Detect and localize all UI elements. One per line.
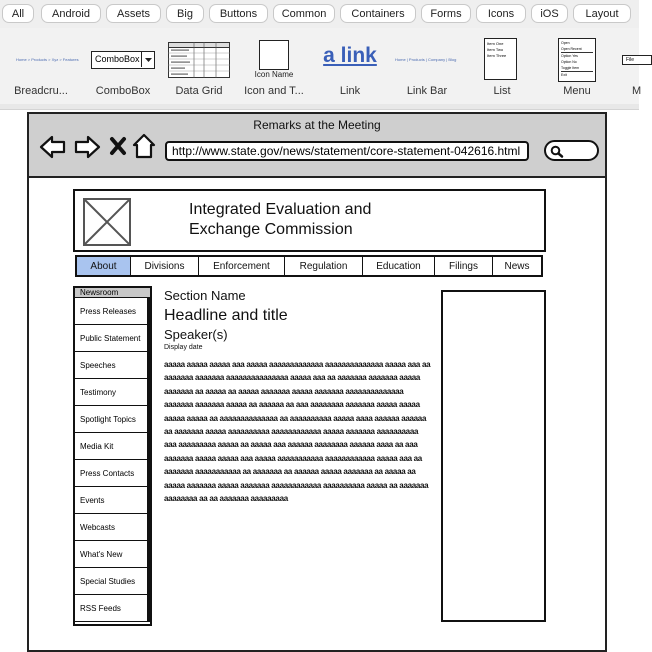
- nav-tab-about[interactable]: About: [77, 257, 131, 275]
- breadcrumb-preview: Home > Products > Xyz > Features: [16, 57, 79, 62]
- tab-containers[interactable]: Containers: [340, 4, 416, 23]
- menubar-preview: File: [622, 55, 652, 65]
- data-grid-preview: [168, 42, 230, 78]
- sidebar-item-rss-feeds[interactable]: RSS Feeds: [75, 595, 150, 622]
- section-name: Section Name: [164, 288, 246, 303]
- org-title-line-1: Integrated Evaluation and: [189, 201, 372, 218]
- right-sidebar-panel: [441, 290, 546, 622]
- sidebar-item-press-releases[interactable]: Press Releases: [75, 298, 150, 325]
- category-tabs-bar: [0, 0, 639, 28]
- icon-name-preview: Icon Name: [254, 70, 294, 79]
- newsroom-sidebar: [73, 286, 152, 626]
- menu-preview-item: Option No: [561, 60, 577, 64]
- palette-label: Link: [339, 85, 361, 97]
- sidebar-item-events[interactable]: Events: [75, 487, 150, 514]
- palette-item-link[interactable]: [314, 28, 386, 104]
- palette-label: Data Grid: [175, 85, 223, 97]
- palette-label: Link Bar: [406, 85, 448, 97]
- nav-tab-filings[interactable]: Filings: [435, 257, 493, 275]
- stop-icon[interactable]: [109, 136, 127, 156]
- sidebar-item-press-contacts[interactable]: Press Contacts: [75, 460, 150, 487]
- speaker: Speaker(s): [164, 327, 228, 342]
- tab-buttons[interactable]: Buttons: [209, 4, 268, 23]
- menu-preview-item: Option Yes: [561, 54, 578, 58]
- menu-preview-item: Toggle Item: [561, 65, 593, 72]
- menu-preview-item: Exit: [561, 73, 567, 77]
- sidebar-item-speeches[interactable]: Speeches: [75, 352, 150, 379]
- palette-label: M: [632, 85, 642, 97]
- palette-item-list[interactable]: [468, 28, 536, 104]
- palette-label: ComboBox: [95, 85, 151, 97]
- palette-label: List: [493, 85, 511, 97]
- forward-arrow-icon[interactable]: [73, 134, 101, 160]
- nav-tab-divisions[interactable]: Divisions: [131, 257, 199, 275]
- sidebar-item-whats-new[interactable]: What's New: [75, 541, 150, 568]
- sidebar-item-special-studies[interactable]: Special Studies: [75, 568, 150, 595]
- list-preview-item: Item Three: [487, 53, 507, 58]
- nav-tab-regulation[interactable]: Regulation: [285, 257, 363, 275]
- sidebar-item-webcasts[interactable]: Webcasts: [75, 514, 150, 541]
- page-header: [73, 189, 546, 252]
- menu-preview-item: Open Recent: [561, 46, 593, 53]
- sidebar-item-spotlight-topics[interactable]: Spotlight Topics: [75, 406, 150, 433]
- org-title-line-2: Exchange Commission: [189, 221, 353, 238]
- window-title: Remarks at the Meeting: [253, 118, 381, 132]
- nav-tab-enforcement[interactable]: Enforcement: [199, 257, 285, 275]
- combobox-preview-text: ComboBox: [95, 54, 140, 64]
- tab-big[interactable]: Big: [166, 4, 204, 23]
- menu-preview: [558, 38, 596, 82]
- display-date: Display date: [164, 344, 203, 351]
- palette-label: Breadcru...: [14, 85, 68, 97]
- tab-assets[interactable]: Assets: [106, 4, 161, 23]
- linkbar-preview: Home | Products | Company | Blog: [395, 57, 457, 62]
- menu-preview-item: Open: [561, 41, 570, 45]
- palette-item-icon-and-text[interactable]: [234, 28, 314, 104]
- sidebar-header: Newsroom: [75, 288, 150, 298]
- palette-item-link-bar[interactable]: [386, 28, 468, 104]
- palette-item-menu-bar[interactable]: [618, 28, 642, 104]
- browser-toolbar: [29, 114, 605, 178]
- palette-divider: [0, 104, 639, 110]
- article-body-text: aaaaa aaaaa aaaaa aaa aaaaa aaaaaaaaaaaaa aaaaaaaaaaaaaa aaaaa aaa aa aaaaaaa aaaaaaa aaaaaaaaaaaaaaa aaaaa aaa aa aaaaaaa aaaaaaa aaaaa aaaaaaa aa aaaaa aa aaaaa aaaaaaa aaaaa aaaaaaa aaaaaaaaaaaaaa aaaaaaa aaaaaaa aaaaa aa aaaaaa aa aaa aaaaaaaa aaaaaaa aaaaa aaaaa aaaaa aaaaa aa aaaaaaaaaaaaaa aa aaaaaaaaaa aaaaa aaaa aaaaaa aaaaaa aa aaaaaaa aaaaa aaaaaaaaaa aaaaaaaaaaaa aaaaa aaaaaaa aaaaaaaaaa aaa aaaaaaaaa aaaaa aa aaaaa aaa aaaaaa aaaaaaaa aaaaaa aaaa aa aaa aaaaaaa aaaaa aaaaa aaa aaaaa aaaaaaaaaaa aaaaaaaaaaaa aaaaa aaa aa aaaaaaa aaaaaaaaaaa aa aaaaaaa aa aaaaaa aaaaa aaaaaaa aa aaaaa aa aaaaa aaaaaaa aaaaa aaaaaaa aaaaaaaaaaaa aaaaaaaaaa aaaaa aa aaaaaaa aaaaaaaa aa aa aaaaaaa aaaaaaaaa: [164, 360, 431, 504]
- list-preview-item: Item Two: [487, 47, 504, 52]
- headline: Headline and title: [164, 307, 288, 324]
- tab-all[interactable]: All: [2, 4, 34, 23]
- tab-icons[interactable]: Icons: [476, 4, 526, 23]
- url-field[interactable]: http://www.state.gov/news/statement/core-statement-042616.html: [165, 141, 529, 161]
- nav-tab-news[interactable]: News: [504, 260, 530, 272]
- chevron-down-icon: [141, 52, 154, 67]
- palette-label: Icon and T...: [244, 85, 304, 97]
- palette-item-data-grid[interactable]: [164, 28, 234, 104]
- back-arrow-icon[interactable]: [39, 134, 67, 160]
- list-preview-item: Item One: [487, 41, 504, 46]
- browser-search-field[interactable]: [544, 140, 599, 161]
- palette-item-menu[interactable]: [536, 28, 618, 104]
- sidebar-item-public-statement[interactable]: Public Statement: [75, 325, 150, 352]
- tab-forms[interactable]: Forms: [421, 4, 471, 23]
- tab-android[interactable]: Android: [41, 4, 101, 23]
- tab-layout[interactable]: Layout: [573, 4, 631, 23]
- palette-label: Menu: [563, 85, 591, 97]
- sidebar-item-media-kit[interactable]: Media Kit: [75, 433, 150, 460]
- palette-item-breadcrumbs[interactable]: [0, 28, 82, 104]
- home-icon[interactable]: [132, 133, 156, 159]
- placeholder-icon: [259, 40, 289, 70]
- sidebar-item-testimony[interactable]: Testimony: [75, 379, 150, 406]
- combobox-preview: [91, 51, 155, 69]
- organization-title: [189, 200, 371, 240]
- tab-common[interactable]: Common: [273, 4, 335, 23]
- tab-ios[interactable]: iOS: [531, 4, 568, 23]
- nav-tab-education[interactable]: Education: [363, 257, 435, 275]
- link-preview: a link: [323, 44, 377, 67]
- search-icon: [550, 145, 564, 158]
- palette-item-combobox[interactable]: [82, 28, 164, 104]
- main-nav-tabs: [75, 255, 543, 277]
- list-preview: [484, 38, 517, 80]
- logo-placeholder-image: [83, 198, 131, 246]
- component-palette: [0, 28, 642, 104]
